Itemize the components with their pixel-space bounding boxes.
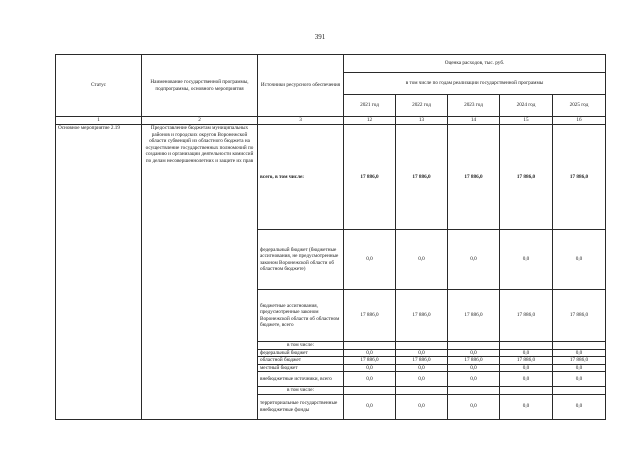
value-cell: 0,0 (396, 364, 448, 372)
value-cell (500, 387, 553, 395)
value-cell: 17 886,0 (553, 357, 606, 365)
value-cell: 0,0 (553, 349, 606, 357)
value-cell (553, 387, 606, 395)
source-label: в том числе: (258, 387, 344, 395)
value-cell: 0,0 (553, 364, 606, 372)
header-status: Статус (56, 55, 142, 117)
page-number: 391 (314, 33, 326, 41)
col-number: 1 (56, 117, 142, 125)
col-number: 3 (258, 117, 344, 125)
source-label: всего, в том числе: (258, 125, 344, 230)
budget-table (55, 54, 606, 420)
source-label: областной бюджет (258, 357, 344, 365)
value-cell (553, 342, 606, 350)
col-number: 16 (553, 117, 606, 125)
header-program-name: Наименование государственной программы, подпрограммы, основного мероприятия (142, 55, 258, 117)
value-cell: 0,0 (396, 394, 448, 419)
year-2025: 2025 год (553, 95, 606, 117)
value-cell: 0,0 (500, 349, 553, 357)
value-cell: 17 886,0 (553, 290, 606, 342)
header-row-1 (56, 55, 606, 73)
value-cell (396, 387, 448, 395)
status-cell: Основное мероприятие 2.19 (56, 125, 142, 420)
header-cost-estimate: Оценка расходов, тыс. руб. (344, 55, 606, 73)
source-label: местный бюджет (258, 364, 344, 372)
value-cell: 17 886,0 (396, 125, 448, 230)
year-2022: 2022 год (396, 95, 448, 117)
value-cell: 0,0 (500, 230, 553, 290)
year-2024: 2024 год (500, 95, 553, 117)
col-number: 15 (500, 117, 553, 125)
value-cell: 17 886,0 (553, 125, 606, 230)
value-cell: 0,0 (500, 394, 553, 419)
value-cell: 0,0 (448, 394, 500, 419)
value-cell: 0,0 (500, 372, 553, 387)
value-cell: 0,0 (396, 230, 448, 290)
value-cell: 0,0 (396, 349, 448, 357)
value-cell: 17 886,0 (344, 125, 396, 230)
source-label: федеральный бюджет (бюджетные ассигнования, не предусмотренные законом Воронежской области об областном бюджете) (258, 230, 344, 290)
value-cell (448, 342, 500, 350)
header-sources: Источники ресурсного обеспечения (258, 55, 344, 117)
value-cell: 17 886,0 (344, 290, 396, 342)
program-name-cell: Предоставление бюджетам муниципальных районов и городских округов Воронежской области субвенций из областного бюджета на осуществление государственных полномочий по созданию и организации деятельности комиссий по делам несовершеннолетних и защите их прав (142, 125, 258, 420)
source-label: в том числе: (258, 342, 344, 350)
value-cell: 0,0 (500, 364, 553, 372)
value-cell (448, 387, 500, 395)
value-cell (396, 342, 448, 350)
value-cell (500, 342, 553, 350)
col-number: 13 (396, 117, 448, 125)
source-label: бюджетные ассигнования, предусмотренные законом Воронежской области об областном бюджете, всего (258, 290, 344, 342)
value-cell: 0,0 (344, 230, 396, 290)
value-cell: 17 886,0 (448, 290, 500, 342)
value-cell: 0,0 (344, 372, 396, 387)
col-number: 14 (448, 117, 500, 125)
value-cell: 0,0 (448, 372, 500, 387)
year-2021: 2021 год (344, 95, 396, 117)
value-cell: 0,0 (553, 394, 606, 419)
value-cell: 17 886,0 (344, 357, 396, 365)
value-cell: 17 886,0 (448, 357, 500, 365)
year-2023: 2023 год (448, 95, 500, 117)
value-cell: 17 886,0 (500, 125, 553, 230)
value-cell (344, 387, 396, 395)
col-number: 2 (142, 117, 258, 125)
table-row (56, 125, 606, 230)
value-cell: 0,0 (344, 349, 396, 357)
value-cell (344, 342, 396, 350)
header-by-years: в том числе по годам реализации государственной программы (344, 73, 606, 95)
value-cell: 0,0 (448, 364, 500, 372)
source-label: федеральный бюджет (258, 349, 344, 357)
value-cell: 0,0 (448, 349, 500, 357)
value-cell: 0,0 (448, 230, 500, 290)
value-cell: 0,0 (553, 372, 606, 387)
col-number: 12 (344, 117, 396, 125)
value-cell: 17 886,0 (500, 290, 553, 342)
value-cell: 17 886,0 (396, 290, 448, 342)
value-cell: 0,0 (553, 230, 606, 290)
value-cell: 0,0 (396, 372, 448, 387)
value-cell: 17 886,0 (500, 357, 553, 365)
value-cell: 17 886,0 (396, 357, 448, 365)
value-cell: 17 886,0 (448, 125, 500, 230)
column-number-row (56, 117, 606, 125)
value-cell: 0,0 (344, 394, 396, 419)
source-label: территориальные государственные внебюджетные фонды (258, 394, 344, 419)
value-cell: 0,0 (344, 364, 396, 372)
source-label: внебюджетные источники, всего (258, 372, 344, 387)
